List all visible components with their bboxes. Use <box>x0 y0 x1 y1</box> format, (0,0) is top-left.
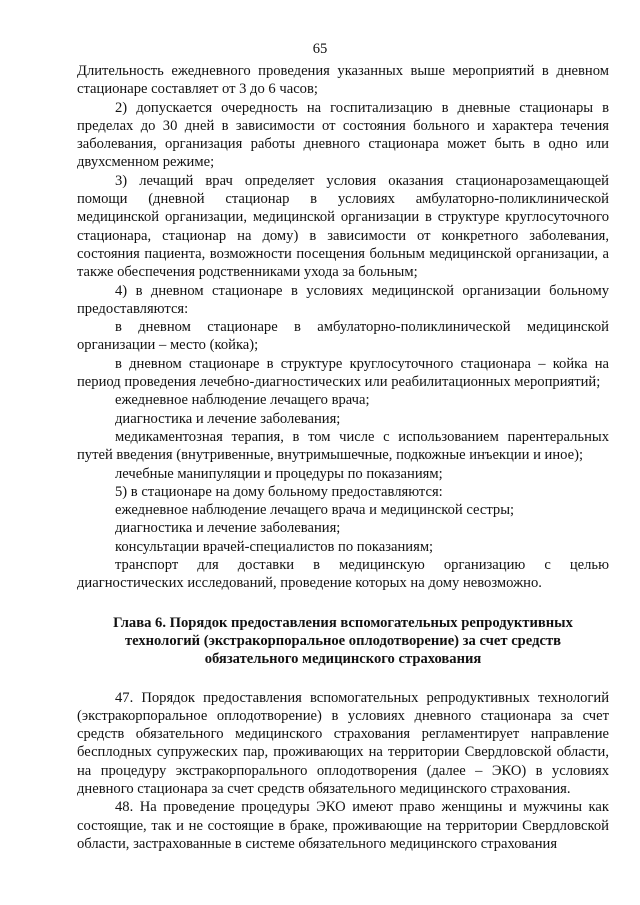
chapter-heading-line: обязательного медицинского страхования <box>204 651 482 668</box>
paragraph-48: 48. На проведение процедуры ЭКО имеют право женщины и мужчины как состоящие, так и не состоящие в браке, проживающие на территории Свердловской области, застрахованные в системе обязательного медицинского страхования <box>77 799 609 852</box>
paragraph-47: 47. Порядок предоставления вспомогательных репродуктивных технологий (экстракорпоральное оплодотворение) в условиях дневного стационара за счет средств обязательного медицинского страхования регламентирует направление бесплодных супружеских пар, проживающих на территории Свердловской области, на процедуру экстракорпорального оплодотворения (далее – ЭКО) в условиях дневного стационара за счет средств обязательного медицинского страхования. <box>77 689 609 797</box>
paragraph: Длительность ежедневного проведения указанных выше мероприятий в дневном стационаре составляет от 3 до 6 часов; <box>77 63 609 98</box>
paragraph: лечебные манипуляции и процедуры по показаниям; <box>115 465 443 482</box>
paragraph: 2) допускается очередность на госпитализацию в дневные стационары в пределах до 30 дней в зависимости от состояния больного и характера течения заболевания, организация работы дневного стационара может быть в одно или двухсменном режиме; <box>77 99 609 171</box>
chapter-heading <box>77 614 609 669</box>
paragraph: 5) в стационаре на дому больному предоставляются: <box>115 483 443 500</box>
section-day-hospital-conditions <box>77 62 609 593</box>
paragraph: в дневном стационаре в амбулаторно-поликлинической медицинской организации – место (койка); <box>77 319 609 354</box>
paragraph: в дневном стационаре в структуре круглосуточного стационара – койка на период проведения лечебно-диагностических или реабилитационных мероприятий; <box>77 355 609 391</box>
chapter-heading-line: технологий (экстракорпоральное оплодотворение) за счет средств <box>124 632 561 649</box>
paragraph: ежедневное наблюдение лечащего врача; <box>115 392 370 409</box>
document-body <box>77 62 609 853</box>
paragraph: 3) лечащий врач определяет условия оказания стационарозамещающей помощи (дневной стационар в условиях амбулаторно-поликлинической медицинской организации, медицинской организации в структуре круглосуточного стационара, стационар на дому) в зависимости от конкретного заболевания, состояния пациента, возможности посещения больным медицинской организации, а также обеспечения родственниками ухода за больным; <box>77 172 609 281</box>
paragraph: ежедневное наблюдение лечащего врача и медицинской сестры; <box>115 502 515 519</box>
chapter-heading-line: Глава 6. Порядок предоставления вспомогательных репродуктивных <box>113 614 573 631</box>
paragraph: диагностика и лечение заболевания; <box>115 520 341 537</box>
paragraph: диагностика и лечение заболевания; <box>115 410 341 427</box>
paragraph: 4) в дневном стационаре в условиях медицинской организации больному предоставляются: <box>77 282 609 317</box>
paragraph: транспорт для доставки в медицинскую организацию с целью диагностических исследований, проведение которых на дому невозможно. <box>77 557 609 592</box>
paragraph: консультации врачей-специалистов по показаниям; <box>115 538 434 555</box>
section-eco-procedure <box>77 689 609 854</box>
paragraph: медикаментозная терапия, в том числе с использованием парентеральных путей введения (внутривенные, внутримышечные, подкожные инъекции и иное); <box>77 428 609 464</box>
page-number: 65 <box>312 41 328 57</box>
